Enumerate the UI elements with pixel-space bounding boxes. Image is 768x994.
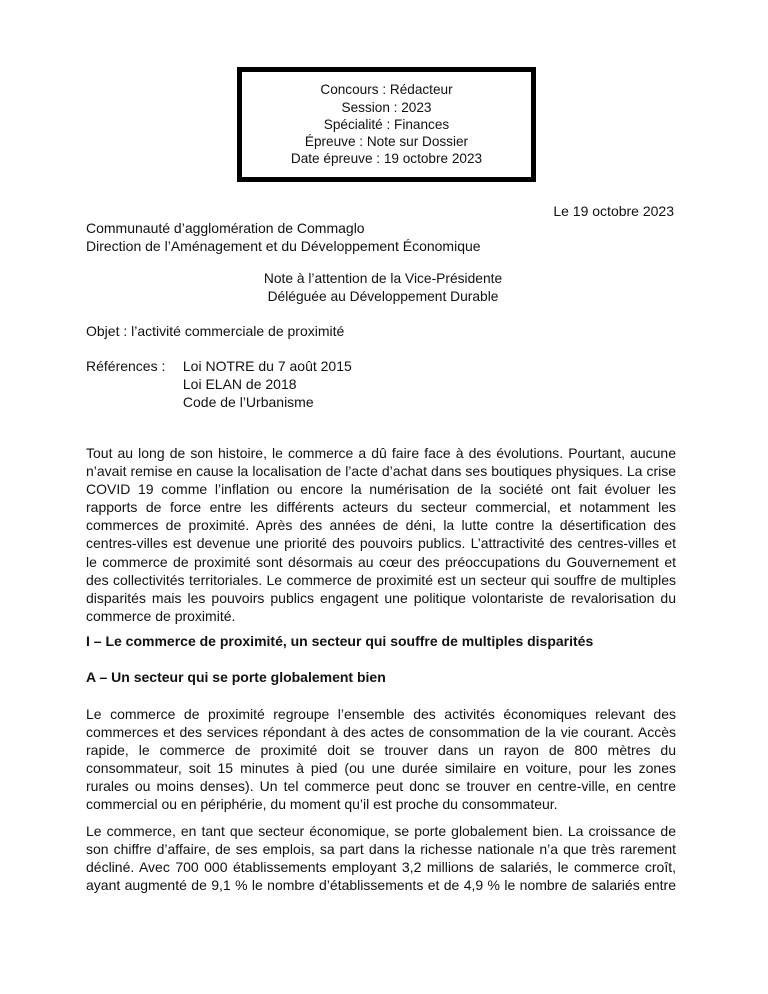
subject-line: Objet : l’activité commerciale de proximité — [86, 323, 345, 339]
references-label: Références : — [86, 358, 166, 374]
sender-organization: Communauté d’agglomération de Commaglo — [86, 220, 365, 236]
sender-block — [86, 219, 481, 255]
letter-date: Le 19 octobre 2023 — [553, 203, 674, 219]
recipient-line-1: Note à l’attention de la Vice-Présidente — [263, 271, 503, 286]
reference-item: Loi ELAN de 2018 — [182, 376, 297, 392]
recipient-block — [0, 270, 768, 306]
references-list — [183, 357, 352, 411]
body-paragraph: Le commerce de proximité regroupe l’ensemble des activités économiques relevant des commerces et des services répondant à des actes de consommation de la vie courant. Accès rapide, le commerce de proximité doit se trouver dans un rayon de 800 mètres du consommateur, soit 15 minutes à pied (ou une durée similaire en voiture, pour les zones rurales ou moins denses). Un tel commerce peut donc se trouver en centre-ville, en centre commercial ou en périphérie, du moment qu’il est proche du consommateur. — [86, 706, 676, 813]
exam-test: Épreuve : Note sur Dossier — [304, 134, 469, 150]
exam-date: Date épreuve : 19 octobre 2023 — [290, 151, 483, 167]
section-heading-1: I – Le commerce de proximité, un secteur qui souffre de multiples disparités — [86, 633, 594, 649]
reference-item: Loi NOTRE du 7 août 2015 — [182, 358, 352, 374]
reference-item: Code de l’Urbanisme — [182, 394, 314, 410]
references-block — [86, 357, 352, 411]
sender-direction: Direction de l’Aménagement et du Développement Économique — [86, 238, 481, 254]
exam-specialty: Spécialité : Finances — [323, 116, 450, 132]
subsection-heading-1a: A – Un secteur qui se porte globalement bien — [86, 669, 386, 685]
exam-header-box — [237, 67, 536, 182]
body-paragraph: Le commerce, en tant que secteur économique, se porte globalement bien. La croissance de son chiffre d’affaire, de ses emplois, sa part dans la richesse nationale n’a que très rarement décliné. Avec 700 000 établissements employant 3,2 millions de salariés, le commerce croît, ayant augmenté de 9,1 % le nombre d’établissements et de 4,9 % le nombre de salariés entre — [86, 823, 676, 894]
recipient-line-2: Déléguée au Développement Durable — [267, 289, 499, 304]
exam-session: Session : 2023 — [341, 99, 432, 115]
intro-paragraph: Tout au long de son histoire, le commerce a dû faire face à des évolutions. Pourtant, aucune n’avait remise en cause la localisation de l’acte d’achat dans ses boutiques physiques. La crise COVID 19 comme l’inflation ou encore la numérisation de la société ont fait évoluer les rapports de force entre les différents acteurs du secteur commercial, et notamment les commerces de proximité. Après des années de déni, la lutte contre la désertification des centres-villes est devenue une priorité des pouvoirs publics. L’attractivité des centres-villes et le commerce de proximité sont désormais au cœur des préoccupations du Gouvernement et des collectivités territoriales. Le commerce de proximité est un secteur qui souffre de multiples disparités mais les pouvoirs publics engagent une politique volontariste de revalorisation du commerce de proximité. — [86, 445, 676, 624]
exam-competition: Concours : Rédacteur — [320, 82, 453, 98]
